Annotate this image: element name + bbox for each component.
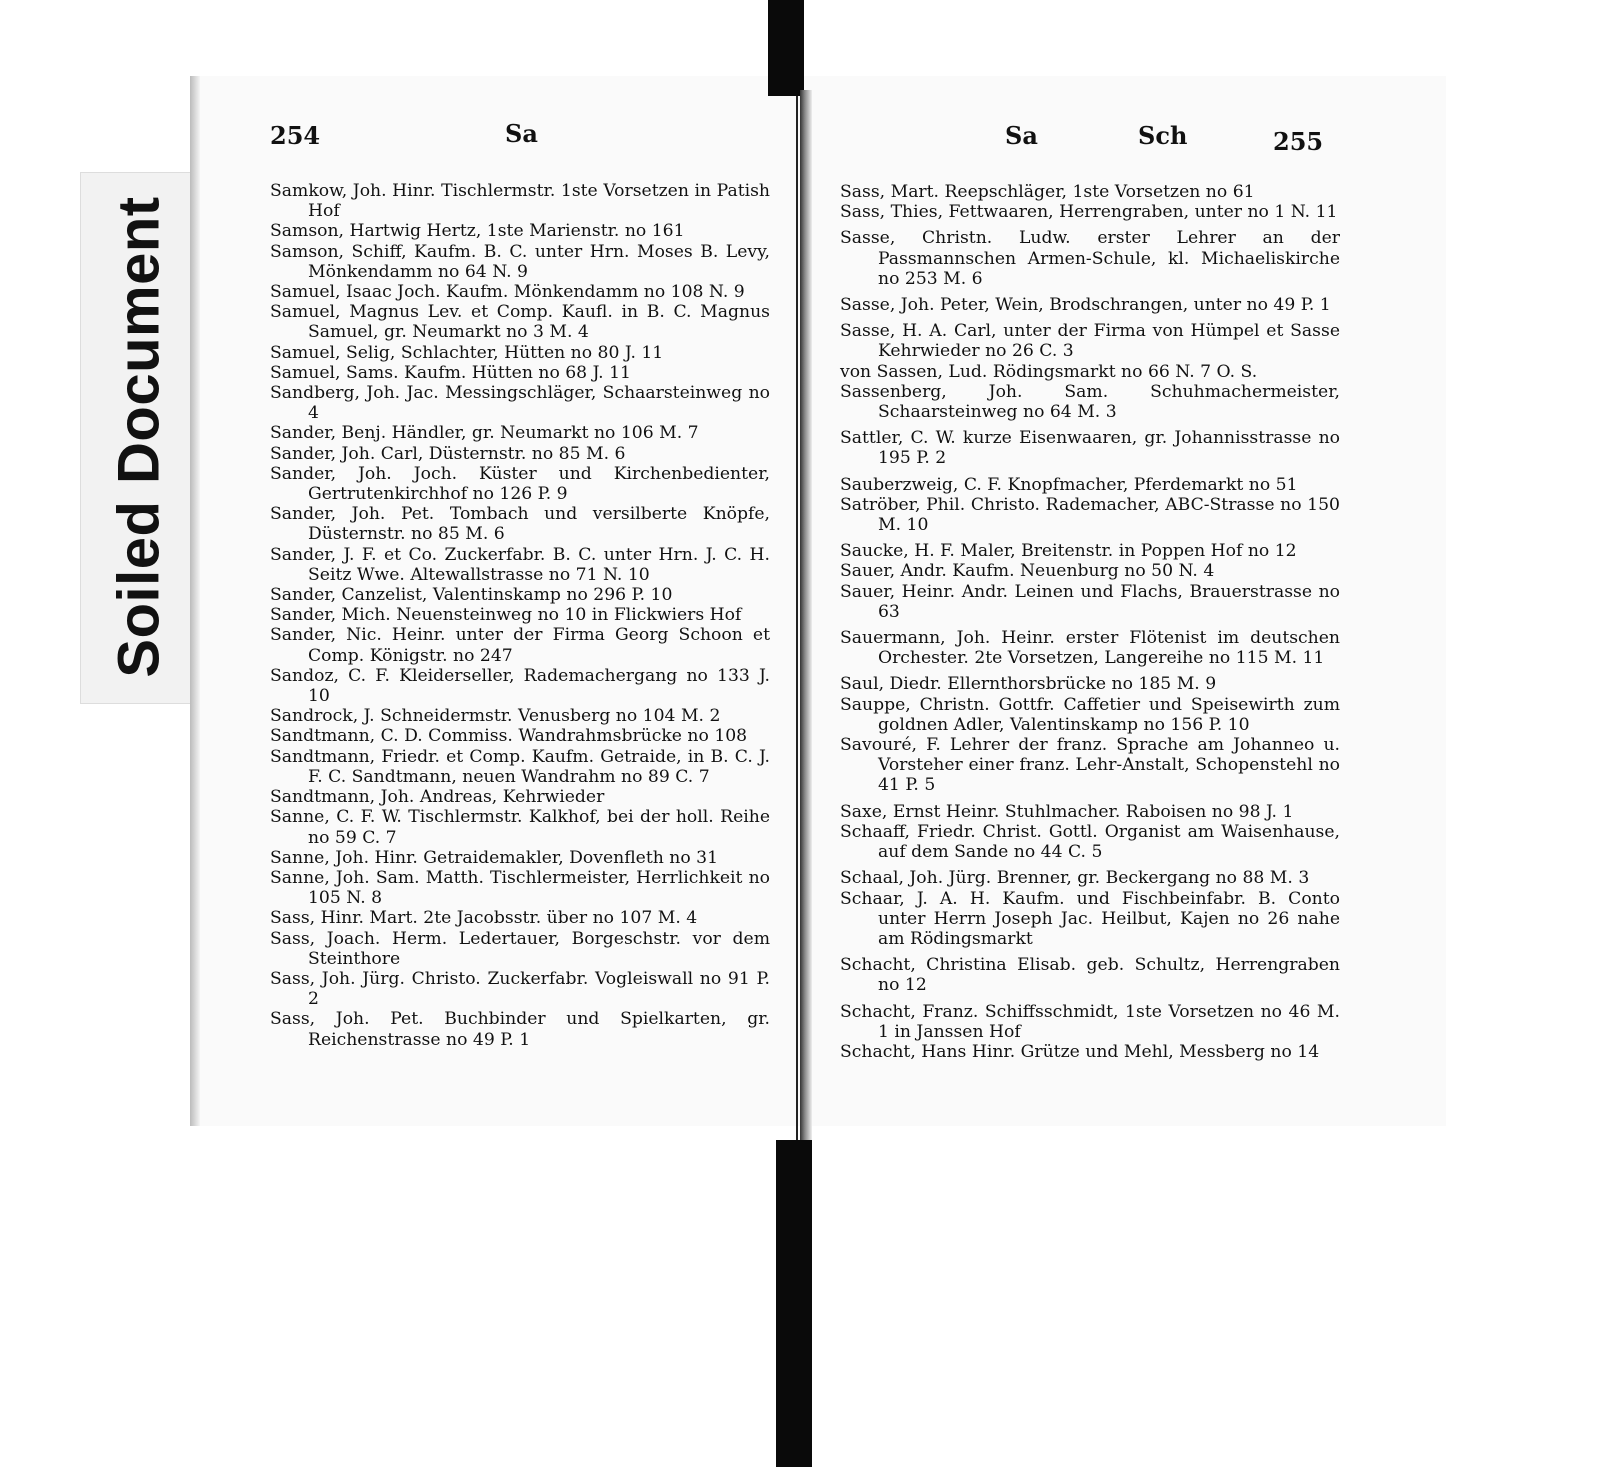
directory-entry: Sasse, H. A. Carl, unter der Firma von Hümpel et Sasse Kehrwieder no 26 C. 3 (840, 321, 1340, 362)
directory-entry: Saul, Diedr. Ellernthorsbrücke no 185 M. 9 (840, 674, 1217, 695)
directory-entry: Satröber, Phil. Christo. Rademacher, ABC-Strasse no 150 M. 10 (840, 494, 1340, 536)
right-running-head-left: Sa (1005, 121, 1038, 150)
directory-entry: Sander, J. F. et Co. Zuckerfabr. B. C. unter Hrn. J. C. H. Seitz Wwe. Altewallstrasse no 71 N. 10 (270, 544, 770, 585)
page-edge-shadow (190, 76, 200, 1126)
directory-entry: Sander, Nic. Heinr. unter der Firma Georg Schoon et Comp. Königstr. no 247 (270, 625, 770, 666)
directory-entry: Sander, Benj. Händler, gr. Neumarkt no 106 M. 7 (270, 423, 699, 444)
directory-entry: Schacht, Christina Elisab. geb. Schultz, Herrengraben no 12 (840, 955, 1340, 996)
directory-entry: Sanne, C. F. W. Tischlermstr. Kalkhof, bei der holl. Reihe no 59 C. 7 (270, 807, 770, 848)
directory-entry: Samuel, Sams. Kaufm. Hütten no 68 J. 11 (270, 362, 631, 383)
soiled-document-label: Soiled Document (106, 196, 172, 678)
directory-entry: Samkow, Joh. Hinr. Tischlermstr. 1ste Vorsetzen in Patish Hof (270, 181, 770, 222)
left-page-number: 254 (270, 121, 321, 150)
directory-entry: Saucke, H. F. Maler, Breitenstr. in Poppen Hof no 12 (840, 541, 1297, 562)
directory-entry: Sauer, Heinr. Andr. Leinen und Flachs, Brauerstrasse no 63 (840, 581, 1340, 622)
directory-entry: Sandtmann, C. D. Commiss. Wandrahmsbrücke no 108 (270, 726, 748, 747)
directory-entry: Schacht, Franz. Schiffsschmidt, 1ste Vorsetzen no 46 M. 1 in Janssen Hof (840, 1001, 1340, 1042)
directory-entry: Sandtmann, Friedr. et Comp. Kaufm. Getraide, in B. C. J. F. C. Sandtmann, neuen Wandrahm no 89 C. 7 (270, 746, 770, 787)
directory-entry: Sass, Joach. Herm. Ledertauer, Borgeschstr. vor dem Steinthore (270, 928, 770, 969)
directory-entry: Sandtmann, Joh. Andreas, Kehrwieder (270, 787, 605, 808)
directory-entry: von Sassen, Lud. Rödingsmarkt no 66 N. 7 O. S. (840, 361, 1258, 382)
directory-entry: Schaaff, Friedr. Christ. Gottl. Organist am Waisenhause, auf dem Sande no 44 C. 5 (840, 821, 1340, 863)
right-page-text (840, 182, 1340, 1062)
directory-entry: Samson, Schiff, Kaufm. B. C. unter Hrn. Moses B. Levy, Mönkendamm no 64 N. 9 (270, 241, 770, 282)
binding-strip-top (768, 0, 804, 96)
directory-entry: Sasse, Christn. Ludw. erster Lehrer an der Passmannschen Armen-Schule, kl. Michaeliskirche no 253 M. 6 (840, 228, 1340, 289)
directory-entry: Sauppe, Christn. Gottfr. Caffetier und Speisewirth zum goldnen Adler, Valentinskamp no 156 P. 10 (840, 694, 1340, 735)
directory-entry: Sander, Joh. Joch. Küster und Kirchenbedienter, Gertrutenkirchhof no 126 P. 9 (270, 463, 770, 505)
directory-entry: Sanne, Joh. Sam. Matth. Tischlermeister, Herrlichkeit no 105 N. 8 (270, 867, 770, 909)
directory-entry: Sauermann, Joh. Heinr. erster Flötenist im deutschen Orchester. 2te Vorsetzen, Langereihe no 115 M. 11 (840, 628, 1340, 669)
binding-strip-bottom (776, 1140, 812, 1467)
directory-entry: Sandberg, Joh. Jac. Messingschläger, Schaarsteinweg no 4 (270, 383, 770, 424)
directory-entry: Sauberzweig, C. F. Knopfmacher, Pferdemarkt no 51 (840, 474, 1298, 495)
directory-entry: Sass, Thies, Fettwaaren, Herrengraben, unter no 1 N. 11 (840, 202, 1338, 223)
directory-entry: Savouré, F. Lehrer der franz. Sprache am Johanneo u. Vorsteher einer franz. Lehr-Anstalt, Schopenstehl no 41 P. 5 (840, 735, 1340, 796)
right-running-head-right: Sch (1138, 121, 1188, 150)
directory-entry: Sander, Canzelist, Valentinskamp no 296 P. 10 (270, 585, 673, 606)
directory-entry: Sass, Joh. Jürg. Christo. Zuckerfabr. Vogleiswall no 91 P. 2 (270, 968, 770, 1010)
directory-entry: Samuel, Isaac Joch. Kaufm. Mönkendamm no 108 N. 9 (270, 282, 745, 303)
directory-entry: Sander, Joh. Pet. Tombach und versilberte Knöpfe, Düsternstr. no 85 M. 6 (270, 504, 770, 545)
left-running-head: Sa (505, 119, 538, 148)
directory-entry: Sanne, Joh. Hinr. Getraidemakler, Dovenfleth no 31 (270, 847, 719, 868)
directory-entry: Schaal, Joh. Jürg. Brenner, gr. Beckergang no 88 M. 3 (840, 868, 1310, 889)
directory-entry: Sass, Joh. Pet. Buchbinder und Spielkarten, gr. Reichenstrasse no 49 P. 1 (270, 1009, 770, 1050)
right-page-number: 255 (1273, 127, 1324, 156)
directory-entry: Sandrock, J. Schneidermstr. Venusberg no 104 M. 2 (270, 706, 721, 727)
directory-entry: Sander, Joh. Carl, Düsternstr. no 85 M. 6 (270, 443, 626, 464)
directory-entry: Sassenberg, Joh. Sam. Schuhmachermeister, Schaarsteinweg no 64 M. 3 (840, 381, 1340, 423)
directory-entry: Samuel, Magnus Lev. et Comp. Kaufl. in B. C. Magnus Samuel, gr. Neumarkt no 3 M. 4 (270, 302, 770, 343)
book-gutter (800, 90, 812, 1140)
directory-entry: Sauer, Andr. Kaufm. Neuenburg no 50 N. 4 (840, 561, 1215, 582)
directory-entry: Sander, Mich. Neuensteinweg no 10 in Flickwiers Hof (270, 605, 742, 626)
gutter-line (796, 96, 798, 1140)
directory-entry: Sass, Mart. Reepschläger, 1ste Vorsetzen no 61 (840, 182, 1255, 202)
directory-entry: Saxe, Ernst Heinr. Stuhlmacher. Raboisen no 98 J. 1 (840, 801, 1294, 822)
directory-entry: Sattler, C. W. kurze Eisenwaaren, gr. Johannisstrasse no 195 P. 2 (840, 428, 1340, 469)
directory-entry: Samuel, Selig, Schlachter, Hütten no 80 J. 11 (270, 342, 664, 363)
directory-entry: Schacht, Hans Hinr. Grütze und Mehl, Messberg no 14 (840, 1041, 1320, 1062)
directory-entry: Sasse, Joh. Peter, Wein, Brodschrangen, unter no 49 P. 1 (840, 295, 1331, 316)
directory-entry: Sass, Hinr. Mart. 2te Jacobsstr. über no 107 M. 4 (270, 908, 698, 929)
directory-entry: Schaar, J. A. H. Kaufm. und Fischbeinfabr. B. Conto unter Herrn Joseph Jac. Heilbut, Kajen no 26 nahe am Rödingsmarkt (840, 888, 1340, 949)
left-page-text (270, 181, 770, 1050)
directory-entry: Sandoz, C. F. Kleiderseller, Rademachergang no 133 J. 10 (270, 665, 770, 707)
directory-entry: Samson, Hartwig Hertz, 1ste Marienstr. no 161 (270, 221, 685, 242)
